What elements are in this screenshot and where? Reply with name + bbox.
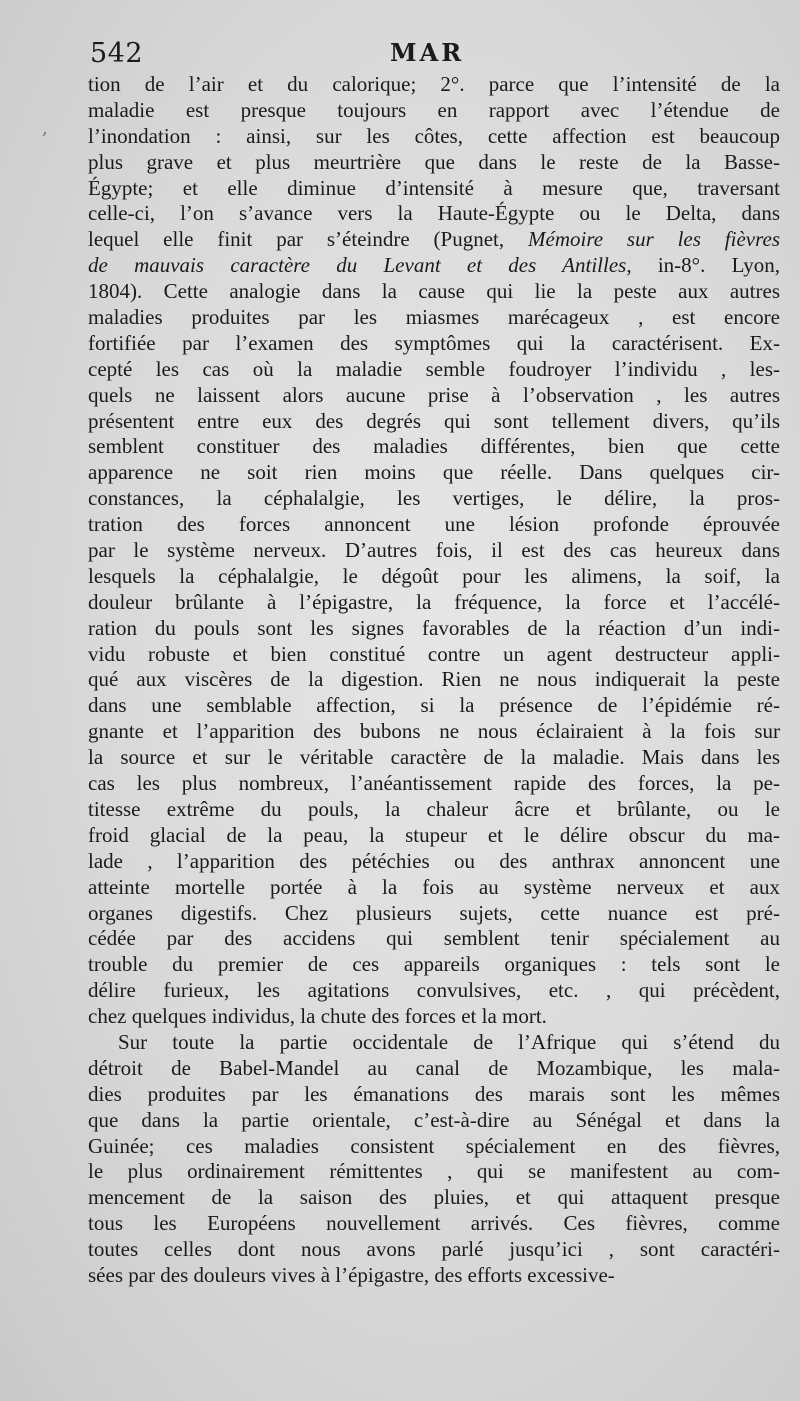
text-line: la source et sur le véritable caractère de la maladie. Mais dans les	[88, 745, 780, 770]
margin-mark: ,	[42, 118, 48, 139]
text-line: celle-ci, l’on s’avance vers la Haute-Égypte ou le Delta, dans	[88, 201, 780, 226]
page-number: 542	[90, 38, 144, 69]
text-line: tous les Européens nouvellement arrivés. Ces fièvres, comme	[88, 1211, 780, 1236]
text-line: le plus ordinairement rémittentes , qui se manifestent au com-	[88, 1159, 780, 1184]
text-line: toutes celles dont nous avons parlé jusqu’ici , sont caractéri-	[88, 1237, 780, 1262]
text-line: dans une semblable affection, si la présence de l’épidémie ré-	[88, 693, 780, 718]
text-line: 1804). Cette analogie dans la cause qui lie la peste aux autres	[88, 279, 780, 304]
text-line: qué aux viscères de la digestion. Rien ne nous indiquerait la peste	[88, 667, 780, 692]
text-line: lade , l’apparition des pétéchies ou des anthrax annoncent une	[88, 848, 780, 873]
text-line: plus grave et plus meurtrière que dans le reste de la Basse-	[88, 149, 780, 174]
text-line: titesse extrême du pouls, la chaleur âcre et brûlante, ou le	[88, 796, 780, 821]
text-line: quels ne laissent alors aucune prise à l’observation , les autres	[88, 382, 780, 407]
text-line: organes digestifs. Chez plusieurs sujets, cette nuance est pré-	[88, 900, 780, 925]
text-line: trouble du premier de ces appareils organiques : tels sont le	[88, 952, 780, 977]
text-line: lequel elle finit par s’éteindre (Pugnet, Mémoire sur les fièvres	[88, 227, 780, 252]
text-line: Égypte; et elle diminue d’intensité à mesure que, traversant	[88, 175, 780, 200]
text-line: atteinte mortelle portée à la fois au système nerveux et aux	[88, 874, 780, 899]
text-line: tion de l’air et du calorique; 2°. parce que l’intensité de la	[88, 72, 780, 96]
text-line: que dans la partie orientale, c’est-à-dire au Sénégal et dans la	[88, 1107, 780, 1132]
text-line: chez quelques individus, la chute des forces et la mort.	[88, 1004, 547, 1029]
text-line: constances, la céphalalgie, les vertiges, le délire, la pros-	[88, 486, 780, 511]
text-line: dies produites par les émanations des marais sont les mêmes	[88, 1081, 780, 1106]
text-line: de mauvais caractère du Levant et des Antilles, in-8°. Lyon,	[88, 253, 780, 278]
text-line: cepté les cas où la maladie semble foudroyer l’individu , les-	[88, 356, 780, 381]
paragraph	[88, 1030, 780, 1289]
text-line: ration du pouls sont les signes favorables de la réaction d’un indi-	[88, 615, 780, 640]
text-line: maladie est presque toujours en rapport avec l’étendue de	[88, 97, 780, 122]
body-text	[88, 72, 780, 1289]
text-line: semblent constituer des maladies différentes, bien que cette	[88, 434, 780, 459]
running-head	[90, 38, 780, 72]
text-line: cédée par des accidens qui semblent tenir spécialement au	[88, 926, 780, 951]
text-line: par le système nerveux. D’autres fois, il est des cas heureux dans	[88, 538, 780, 563]
running-title: MAR	[390, 38, 465, 67]
text-line: détroit de Babel-Mandel au canal de Mozambique, les mala-	[88, 1055, 780, 1080]
text-line: l’inondation : ainsi, sur les côtes, cette affection est beaucoup	[88, 123, 780, 148]
text-line: froid glacial de la peau, la stupeur et le délire obscur du ma-	[88, 822, 780, 847]
text-line: présentent entre eux des degrés qui sont tellement divers, qu’ils	[88, 408, 780, 433]
text-line: lesquels la céphalalgie, le dégoût pour les alimens, la soif, la	[88, 563, 780, 588]
text-line: tration des forces annoncent une lésion profonde éprouvée	[88, 512, 780, 537]
paragraph	[88, 72, 780, 1030]
text-line: Sur toute la partie occidentale de l’Afrique qui s’étend du	[118, 1029, 780, 1054]
text-line: mencement de la saison des pluies, et qui attaquent presque	[88, 1185, 780, 1210]
text-line: douleur brûlante à l’épigastre, la fréquence, la force et l’accélé-	[88, 589, 780, 614]
text-line: vidu robuste et bien constitué contre un agent destructeur appli-	[88, 641, 780, 666]
text-line: Guinée; ces maladies consistent spécialement en des fièvres,	[88, 1133, 780, 1158]
text-line: délire furieux, les agitations convulsives, etc. , qui précèdent,	[88, 978, 780, 1003]
text-line: sées par des douleurs vives à l’épigastre, des efforts excessive-	[88, 1262, 615, 1287]
text-line: cas les plus nombreux, l’anéantissement rapide des forces, la pe-	[88, 771, 780, 796]
text-line: fortifiée par l’examen des symptômes qui la caractérisent. Ex-	[88, 330, 780, 355]
text-line: apparence ne soit rien moins que réelle. Dans quelques cir-	[88, 460, 780, 485]
text-line: gnante et l’apparition des bubons ne nous éclairaient à la fois sur	[88, 719, 780, 744]
text-line: maladies produites par les miasmes marécageux , est encore	[88, 305, 780, 330]
